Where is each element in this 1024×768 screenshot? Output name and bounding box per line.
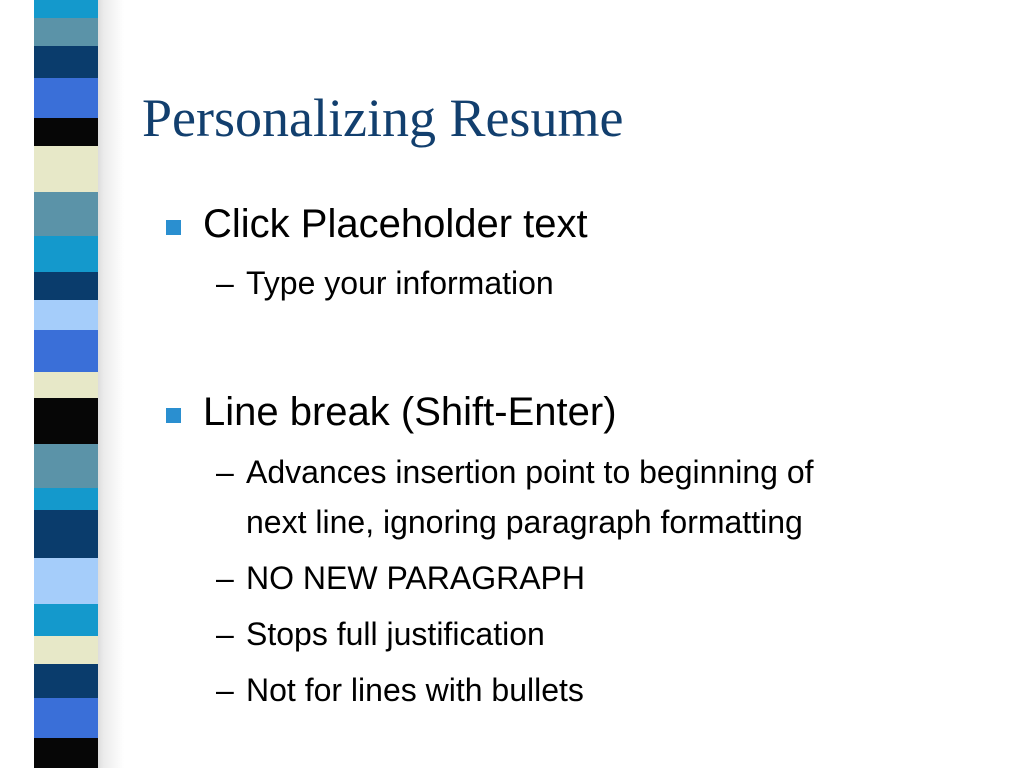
stripe-band (34, 78, 98, 118)
bullet-square-icon (166, 408, 181, 423)
decorative-stripe (34, 0, 98, 768)
sub-item-text: Advances insertion point to beginning of (246, 454, 814, 490)
stripe-band (34, 604, 98, 636)
sub-item-text: next line, ignoring paragraph formatting (246, 504, 803, 540)
dash-mark: – (216, 560, 234, 596)
stripe-band (34, 118, 98, 146)
stripe-band (34, 510, 98, 558)
sub-item-continuation (216, 496, 803, 548)
stripe-band (34, 372, 98, 398)
stripe-band (34, 738, 98, 768)
stripe-band (34, 636, 98, 664)
sub-item-text: Not for lines with bullets (246, 672, 584, 708)
stripe-band (34, 300, 98, 330)
stripe-band (34, 698, 98, 738)
stripe-band (34, 46, 98, 78)
stripe-band (34, 146, 98, 192)
stripe-band (34, 272, 98, 300)
sub-item-text: NO NEW PARAGRAPH (246, 560, 585, 596)
bullet-square-icon (166, 220, 181, 235)
sub-item-text: Type your information (246, 265, 554, 301)
bullet-text: Click Placeholder text (203, 202, 588, 246)
stripe-band (34, 236, 98, 272)
stripe-band (34, 664, 98, 698)
sub-item (216, 664, 584, 716)
sub-item (216, 552, 585, 604)
sub-item-text: Stops full justification (246, 616, 545, 652)
dash-mark: – (216, 672, 234, 708)
stripe-band (34, 488, 98, 510)
stripe-band (34, 330, 98, 372)
sub-item (216, 446, 814, 498)
sub-item (216, 257, 554, 309)
stripe-band (34, 192, 98, 236)
stripe-band (34, 398, 98, 444)
slide-title: Personalizing Resume (142, 88, 624, 148)
stripe-band (34, 18, 98, 46)
stripe-band (34, 558, 98, 604)
stripe-band (34, 0, 98, 18)
stripe-band (34, 444, 98, 488)
bullet-text: Line break (Shift-Enter) (203, 390, 617, 434)
dash-mark: – (216, 454, 234, 490)
sub-item (216, 608, 545, 660)
dash-mark: – (216, 616, 234, 652)
dash-mark: – (216, 265, 234, 301)
